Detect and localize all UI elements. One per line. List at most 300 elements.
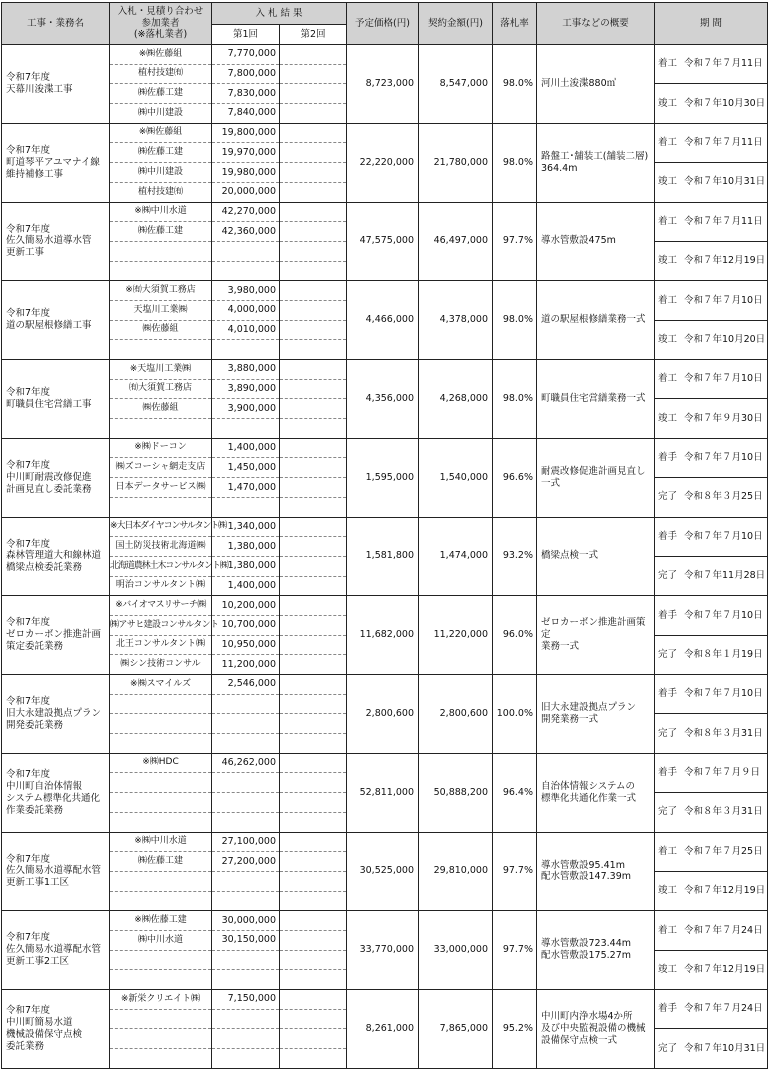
table-row — [2, 45, 768, 65]
contract-amount: 1,474,000 — [419, 517, 493, 596]
bid-round2 — [280, 635, 347, 655]
contract-amount: 33,000,000 — [419, 911, 493, 990]
bidder-name: ㈱佐藤組 — [110, 320, 212, 340]
period-end — [655, 793, 768, 832]
bidder-name: ※㈱中川水道 — [110, 832, 212, 852]
period-end — [655, 84, 768, 123]
bid-round2 — [280, 241, 347, 261]
planned-price: 52,811,000 — [347, 753, 419, 832]
bid-round1: 1,340,000 — [212, 517, 280, 537]
planned-price: 1,581,800 — [347, 517, 419, 596]
work-summary: 町職員住宅営繕業務一式 — [537, 360, 655, 439]
bidder-name: ※バイオマスリサーチ㈱ — [110, 596, 212, 616]
bidder-name: 植村技建㈲ — [110, 64, 212, 84]
bid-round1: 3,900,000 — [212, 399, 280, 419]
period-end-date: 令和７年12月19日 — [684, 963, 766, 975]
bid-round2 — [280, 537, 347, 557]
planned-price: 4,466,000 — [347, 281, 419, 360]
bid-round1 — [212, 773, 280, 793]
bid-round2 — [280, 379, 347, 399]
bid-round2 — [280, 438, 347, 458]
period-end-label: 完了 — [658, 1042, 678, 1054]
period-end-date: 令和７年12月19日 — [684, 255, 766, 267]
period-end-label: 竣工 — [658, 176, 678, 188]
work-summary: 導水管敷設95.41m 配水管敷設147.39m — [537, 832, 655, 911]
bidder-name: ※㈱中川水道 — [110, 202, 212, 222]
bidder-name: ㈲大須賀工務店 — [110, 379, 212, 399]
table-row — [2, 832, 768, 852]
period-end-label: 完了 — [658, 570, 678, 582]
bid-round1: 42,270,000 — [212, 202, 280, 222]
award-rate: 97.7% — [493, 832, 537, 911]
period-end — [655, 320, 768, 359]
bidder-name: 日本データサービス㈱ — [110, 478, 212, 498]
bid-round1 — [212, 950, 280, 970]
period-end-label: 竣工 — [658, 97, 678, 109]
period-end-label: 竣工 — [658, 412, 678, 424]
bid-round2 — [280, 852, 347, 872]
bidder-name: ㈱佐藤工建 — [110, 143, 212, 163]
bid-round1 — [212, 871, 280, 891]
bid-round1 — [212, 891, 280, 911]
bidder-name — [110, 340, 212, 360]
bidder-name — [110, 241, 212, 261]
period-start — [655, 990, 768, 1029]
period-start-date: 令和７年７月９日 — [684, 767, 761, 778]
period-start-date: 令和７年７月10日 — [684, 294, 763, 306]
award-rate: 98.0% — [493, 45, 537, 124]
bidder-name — [110, 891, 212, 911]
bid-round2 — [280, 812, 347, 832]
header-planned: 予定価格(円) — [347, 3, 419, 45]
bid-round2 — [280, 458, 347, 478]
period-start-label: 着工 — [658, 924, 678, 936]
bid-round2 — [280, 1049, 347, 1069]
planned-price: 4,356,000 — [347, 360, 419, 439]
period-start-date: 令和７年７月11日 — [684, 137, 763, 148]
contract-amount: 50,888,200 — [419, 753, 493, 832]
work-summary: 自治体情報システムの 標準化共通化作業一式 — [537, 753, 655, 832]
award-rate: 96.6% — [493, 438, 537, 517]
period-end-date: 令和７年９月30日 — [684, 412, 763, 424]
bid-round2 — [280, 655, 347, 675]
bid-round1 — [212, 1029, 280, 1049]
bid-round1 — [212, 970, 280, 990]
bid-round2 — [280, 576, 347, 596]
table-row — [2, 281, 768, 301]
award-rate: 98.0% — [493, 281, 537, 360]
bidder-name: ㈱佐藤工建 — [110, 852, 212, 872]
work-summary: 路盤工･舗装工(舗装二層) 364.4m — [537, 123, 655, 202]
period-end-date: 令和７年12月19日 — [684, 885, 766, 897]
period-start-label: 着工 — [658, 845, 678, 857]
bid-round2 — [280, 793, 347, 813]
table-row — [2, 123, 768, 143]
work-summary: 耐震改修促進計画見直し 一式 — [537, 438, 655, 517]
bid-round1: 11,200,000 — [212, 655, 280, 675]
period-end-label: 完了 — [658, 491, 678, 503]
table-row — [2, 753, 768, 773]
period-start — [655, 438, 768, 477]
bidder-name — [110, 694, 212, 714]
period-start-date: 令和７年７月25日 — [684, 845, 763, 857]
planned-price: 1,595,000 — [347, 438, 419, 517]
period-start-date: 令和７年７月24日 — [684, 1003, 763, 1015]
planned-price: 30,525,000 — [347, 832, 419, 911]
bid-round1: 10,950,000 — [212, 635, 280, 655]
period-start-label: 着工 — [658, 373, 678, 385]
work-name: 令和7年度 佐久簡易水道導配水管 更新工事1工区 — [2, 832, 110, 911]
bid-round1 — [212, 497, 280, 517]
period-start-label: 着工 — [658, 58, 678, 70]
period-end — [655, 478, 768, 517]
table-row — [2, 360, 768, 380]
bidder-name: ※㈲大須賀工務店 — [110, 281, 212, 301]
work-name: 令和7年度 道の駅屋根修繕工事 — [2, 281, 110, 360]
period-end — [655, 399, 768, 438]
bid-round2 — [280, 497, 347, 517]
bid-round1: 7,800,000 — [212, 64, 280, 84]
work-name: 令和7年度 佐久簡易水道導配水管 更新工事2工区 — [2, 911, 110, 990]
bid-round1: 27,100,000 — [212, 832, 280, 852]
bid-round2 — [280, 832, 347, 852]
bid-round1: 7,150,000 — [212, 990, 280, 1010]
bid-round1 — [212, 419, 280, 439]
bidder-name — [110, 714, 212, 734]
bidder-name: 天塩川工業㈱ — [110, 300, 212, 320]
period-end-date: 令和７年10月31日 — [684, 1042, 766, 1054]
header-summary: 工事などの概要 — [537, 3, 655, 45]
work-summary: 橋梁点検一式 — [537, 517, 655, 596]
planned-price: 8,723,000 — [347, 45, 419, 124]
bid-round1 — [212, 261, 280, 281]
bid-round1: 20,000,000 — [212, 182, 280, 202]
bid-round1: 19,800,000 — [212, 123, 280, 143]
bid-round2 — [280, 360, 347, 380]
period-end-date: 令和７年10月31日 — [684, 176, 766, 188]
bid-results-table — [1, 2, 768, 1069]
period-start — [655, 123, 768, 162]
bidder-name: 北王コンサルタント㈱ — [110, 635, 212, 655]
planned-price: 33,770,000 — [347, 911, 419, 990]
bidder-name: ※㈱佐藤組 — [110, 45, 212, 65]
bidder-name — [110, 970, 212, 990]
period-start — [655, 281, 768, 320]
table-row — [2, 202, 768, 222]
period-end-label: 竣工 — [658, 255, 678, 267]
bid-round2 — [280, 930, 347, 950]
bidder-name: ※㈱スマイルズ — [110, 675, 212, 695]
period-end-label: 完了 — [658, 727, 678, 739]
period-start-date: 令和７年７月24日 — [684, 924, 763, 936]
period-start — [655, 45, 768, 84]
bid-round2 — [280, 596, 347, 616]
bidder-name: ㈱佐藤工建 — [110, 84, 212, 104]
bid-round1: 10,700,000 — [212, 615, 280, 635]
bid-round2 — [280, 675, 347, 695]
table-row — [2, 517, 768, 537]
award-rate: 100.0% — [493, 675, 537, 754]
bid-round2 — [280, 182, 347, 202]
bid-round1: 30,150,000 — [212, 930, 280, 950]
bidder-name — [110, 261, 212, 281]
bidder-name: ※大日本ダイヤコンサルタント㈱ — [110, 517, 212, 537]
bidder-name: ※天塩川工業㈱ — [110, 360, 212, 380]
bid-round1: 1,380,000 — [212, 556, 280, 576]
bid-round1: 1,380,000 — [212, 537, 280, 557]
bid-round2 — [280, 320, 347, 340]
period-end-label: 竣工 — [658, 333, 678, 345]
bid-round2 — [280, 1029, 347, 1049]
bid-round1 — [212, 812, 280, 832]
work-summary: 河川土浚渫880㎥ — [537, 45, 655, 124]
bid-round2 — [280, 891, 347, 911]
header-work: 工事・業務名 — [2, 3, 110, 45]
bid-round2 — [280, 556, 347, 576]
header-round2: 第2回 — [280, 25, 347, 45]
bid-round1: 3,880,000 — [212, 360, 280, 380]
award-rate: 98.0% — [493, 123, 537, 202]
bid-round2 — [280, 773, 347, 793]
bid-round2 — [280, 104, 347, 124]
work-name: 令和7年度 旧大永建設拠点プラン 開発委託業務 — [2, 675, 110, 754]
bid-round1: 2,546,000 — [212, 675, 280, 695]
bidder-name: 国土防災技術北海道㈱ — [110, 537, 212, 557]
period-start-label: 着手 — [658, 452, 678, 463]
work-summary: ゼロカーボン推進計画策定 業務一式 — [537, 596, 655, 675]
bid-round2 — [280, 340, 347, 360]
work-summary: 旧大永建設拠点プラン 開発業務一式 — [537, 675, 655, 754]
period-end-date: 令和８年３月31日 — [684, 806, 763, 818]
period-start-label: 着手 — [658, 1003, 678, 1015]
bidder-name: ㈱アサヒ建設コンサルタント — [110, 615, 212, 635]
bidder-name: 植村技建㈲ — [110, 182, 212, 202]
bid-round1: 27,200,000 — [212, 852, 280, 872]
bidder-name: ㈱中川建設 — [110, 163, 212, 183]
award-rate: 95.2% — [493, 990, 537, 1069]
period-start-label: 着手 — [658, 688, 678, 700]
bidder-name: ※㈱佐藤工建 — [110, 911, 212, 931]
bid-round2 — [280, 399, 347, 419]
work-summary: 導水管敷設475m — [537, 202, 655, 281]
period-start — [655, 753, 768, 792]
contract-amount: 4,268,000 — [419, 360, 493, 439]
period-end-date: 令和８年３月25日 — [684, 491, 763, 503]
header-rate: 落札率 — [493, 3, 537, 45]
bid-round2 — [280, 753, 347, 773]
bid-round2 — [280, 694, 347, 714]
contract-amount: 21,780,000 — [419, 123, 493, 202]
bidder-name — [110, 793, 212, 813]
bid-round2 — [280, 281, 347, 301]
period-start-label: 着工 — [658, 294, 678, 306]
bidder-name — [110, 812, 212, 832]
work-name: 令和7年度 中川町自治体情報 システム標準化共通化 作業委託業務 — [2, 753, 110, 832]
bid-round1: 19,970,000 — [212, 143, 280, 163]
bid-round2 — [280, 871, 347, 891]
bid-round2 — [280, 84, 347, 104]
bidder-name — [110, 1029, 212, 1049]
bidder-name — [110, 773, 212, 793]
period-end — [655, 556, 768, 595]
bid-round2 — [280, 163, 347, 183]
period-start-date: 令和７年７月10日 — [684, 452, 763, 463]
period-end-date: 令和８年１月19日 — [684, 648, 763, 660]
bid-round1: 30,000,000 — [212, 911, 280, 931]
bid-round2 — [280, 222, 347, 242]
contract-amount: 8,547,000 — [419, 45, 493, 124]
bid-round2 — [280, 478, 347, 498]
bid-round1: 1,450,000 — [212, 458, 280, 478]
bidder-name — [110, 419, 212, 439]
bidder-name: ㈱佐藤組 — [110, 399, 212, 419]
period-end-date: 令和７年10月30日 — [684, 97, 766, 109]
bid-round1: 1,470,000 — [212, 478, 280, 498]
period-start-date: 令和７年７月10日 — [684, 530, 763, 542]
bid-round1: 4,000,000 — [212, 300, 280, 320]
period-start-date: 令和７年７月10日 — [684, 609, 763, 621]
period-start — [655, 832, 768, 871]
work-name: 令和7年度 佐久簡易水道導水管 更新工事 — [2, 202, 110, 281]
bidder-name: ㈱ズコーシャ網走支店 — [110, 458, 212, 478]
work-name: 令和7年度 中川町耐震改修促進 計画見直し委託業務 — [2, 438, 110, 517]
award-rate: 98.0% — [493, 360, 537, 439]
period-end-label: 竣工 — [658, 963, 678, 975]
header-period: 期 間 — [655, 3, 768, 45]
period-start — [655, 202, 768, 241]
bid-round1: 10,200,000 — [212, 596, 280, 616]
bidder-name: 明治コンサルタント㈱ — [110, 576, 212, 596]
period-start — [655, 911, 768, 950]
period-end — [655, 163, 768, 202]
period-start-date: 令和７年７月10日 — [684, 688, 763, 700]
bid-round1: 7,770,000 — [212, 45, 280, 65]
bidder-name: ※新栄クリエイト㈱ — [110, 990, 212, 1010]
award-rate: 96.0% — [493, 596, 537, 675]
period-end — [655, 714, 768, 753]
bid-round2 — [280, 419, 347, 439]
bidder-name: ※㈱佐藤組 — [110, 123, 212, 143]
period-end — [655, 241, 768, 280]
bid-round1: 42,360,000 — [212, 222, 280, 242]
period-start — [655, 596, 768, 635]
bid-round2 — [280, 261, 347, 281]
award-rate: 97.7% — [493, 202, 537, 281]
period-start — [655, 360, 768, 399]
award-rate: 96.4% — [493, 753, 537, 832]
contract-amount: 29,810,000 — [419, 832, 493, 911]
award-rate: 97.7% — [493, 911, 537, 990]
work-name: 令和7年度 天幕川浚渫工事 — [2, 45, 110, 124]
header-round1: 第1回 — [212, 25, 280, 45]
bid-round1: 4,010,000 — [212, 320, 280, 340]
bid-round2 — [280, 45, 347, 65]
period-end-label: 完了 — [658, 648, 678, 660]
bid-round2 — [280, 615, 347, 635]
bidder-name — [110, 734, 212, 754]
period-start-date: 令和７年７月10日 — [684, 373, 763, 385]
bid-round1: 46,262,000 — [212, 753, 280, 773]
header-result: 入 札 結 果 — [212, 3, 347, 25]
planned-price: 47,575,000 — [347, 202, 419, 281]
bid-round2 — [280, 950, 347, 970]
planned-price: 22,220,000 — [347, 123, 419, 202]
bid-round2 — [280, 202, 347, 222]
planned-price: 8,261,000 — [347, 990, 419, 1069]
bid-round1 — [212, 340, 280, 360]
bid-round1 — [212, 734, 280, 754]
bid-round2 — [280, 970, 347, 990]
period-end-label: 竣工 — [658, 885, 678, 897]
bid-round2 — [280, 64, 347, 84]
bid-round1: 7,830,000 — [212, 84, 280, 104]
period-start — [655, 675, 768, 714]
bid-round1: 3,890,000 — [212, 379, 280, 399]
bid-round2 — [280, 734, 347, 754]
period-end-label: 完了 — [658, 806, 678, 818]
period-end — [655, 1029, 768, 1068]
period-end-date: 令和７年11月28日 — [684, 570, 766, 582]
bid-round1: 1,400,000 — [212, 438, 280, 458]
period-end — [655, 950, 768, 989]
bid-round2 — [280, 123, 347, 143]
bid-round1 — [212, 714, 280, 734]
period-start-label: 着手 — [658, 609, 678, 621]
header-contract: 契約金額(円) — [419, 3, 493, 45]
bid-round2 — [280, 143, 347, 163]
table-row — [2, 438, 768, 458]
work-name: 令和7年度 森林管理道大和線林道 橋梁点検委託業務 — [2, 517, 110, 596]
contract-amount: 4,378,000 — [419, 281, 493, 360]
work-name: 令和7年度 町職員住宅営繕工事 — [2, 360, 110, 439]
bid-round1 — [212, 793, 280, 813]
award-rate: 93.2% — [493, 517, 537, 596]
bid-round2 — [280, 990, 347, 1010]
period-end-date: 令和８年３月31日 — [684, 727, 763, 739]
bid-round1: 7,840,000 — [212, 104, 280, 124]
bidder-name: ※㈱ドーコン — [110, 438, 212, 458]
period-start-date: 令和７年７月11日 — [684, 215, 763, 227]
bid-round2 — [280, 911, 347, 931]
bid-round2 — [280, 1009, 347, 1029]
work-summary: 中川町内浄水場4か所 及び中央監視設備の機械 設備保守点検一式 — [537, 990, 655, 1069]
work-summary: 導水管敷設723.44m 配水管敷設175.27m — [537, 911, 655, 990]
work-name: 令和7年度 町道琴平アユマナイ線 維持補修工事 — [2, 123, 110, 202]
period-end — [655, 871, 768, 910]
contract-amount: 46,497,000 — [419, 202, 493, 281]
bidder-name: ※㈱HDC — [110, 753, 212, 773]
period-start — [655, 517, 768, 556]
period-end — [655, 635, 768, 674]
contract-amount: 2,800,600 — [419, 675, 493, 754]
period-start-label: 着工 — [658, 215, 678, 227]
planned-price: 2,800,600 — [347, 675, 419, 754]
work-name: 令和7年度 中川町簡易水道 機械設備保守点検 委託業務 — [2, 990, 110, 1069]
bid-round2 — [280, 714, 347, 734]
bidder-name — [110, 1049, 212, 1069]
bidder-name: ㈱シン技術コンサル — [110, 655, 212, 675]
bidder-name — [110, 950, 212, 970]
bid-round2 — [280, 300, 347, 320]
bidder-name — [110, 871, 212, 891]
work-summary: 道の駅屋根修繕業務一式 — [537, 281, 655, 360]
planned-price: 11,682,000 — [347, 596, 419, 675]
contract-amount: 1,540,000 — [419, 438, 493, 517]
bid-round2 — [280, 517, 347, 537]
bid-round1: 3,980,000 — [212, 281, 280, 301]
work-name: 令和7年度 ゼロカーボン推進計画 策定委託業務 — [2, 596, 110, 675]
table-row — [2, 596, 768, 616]
